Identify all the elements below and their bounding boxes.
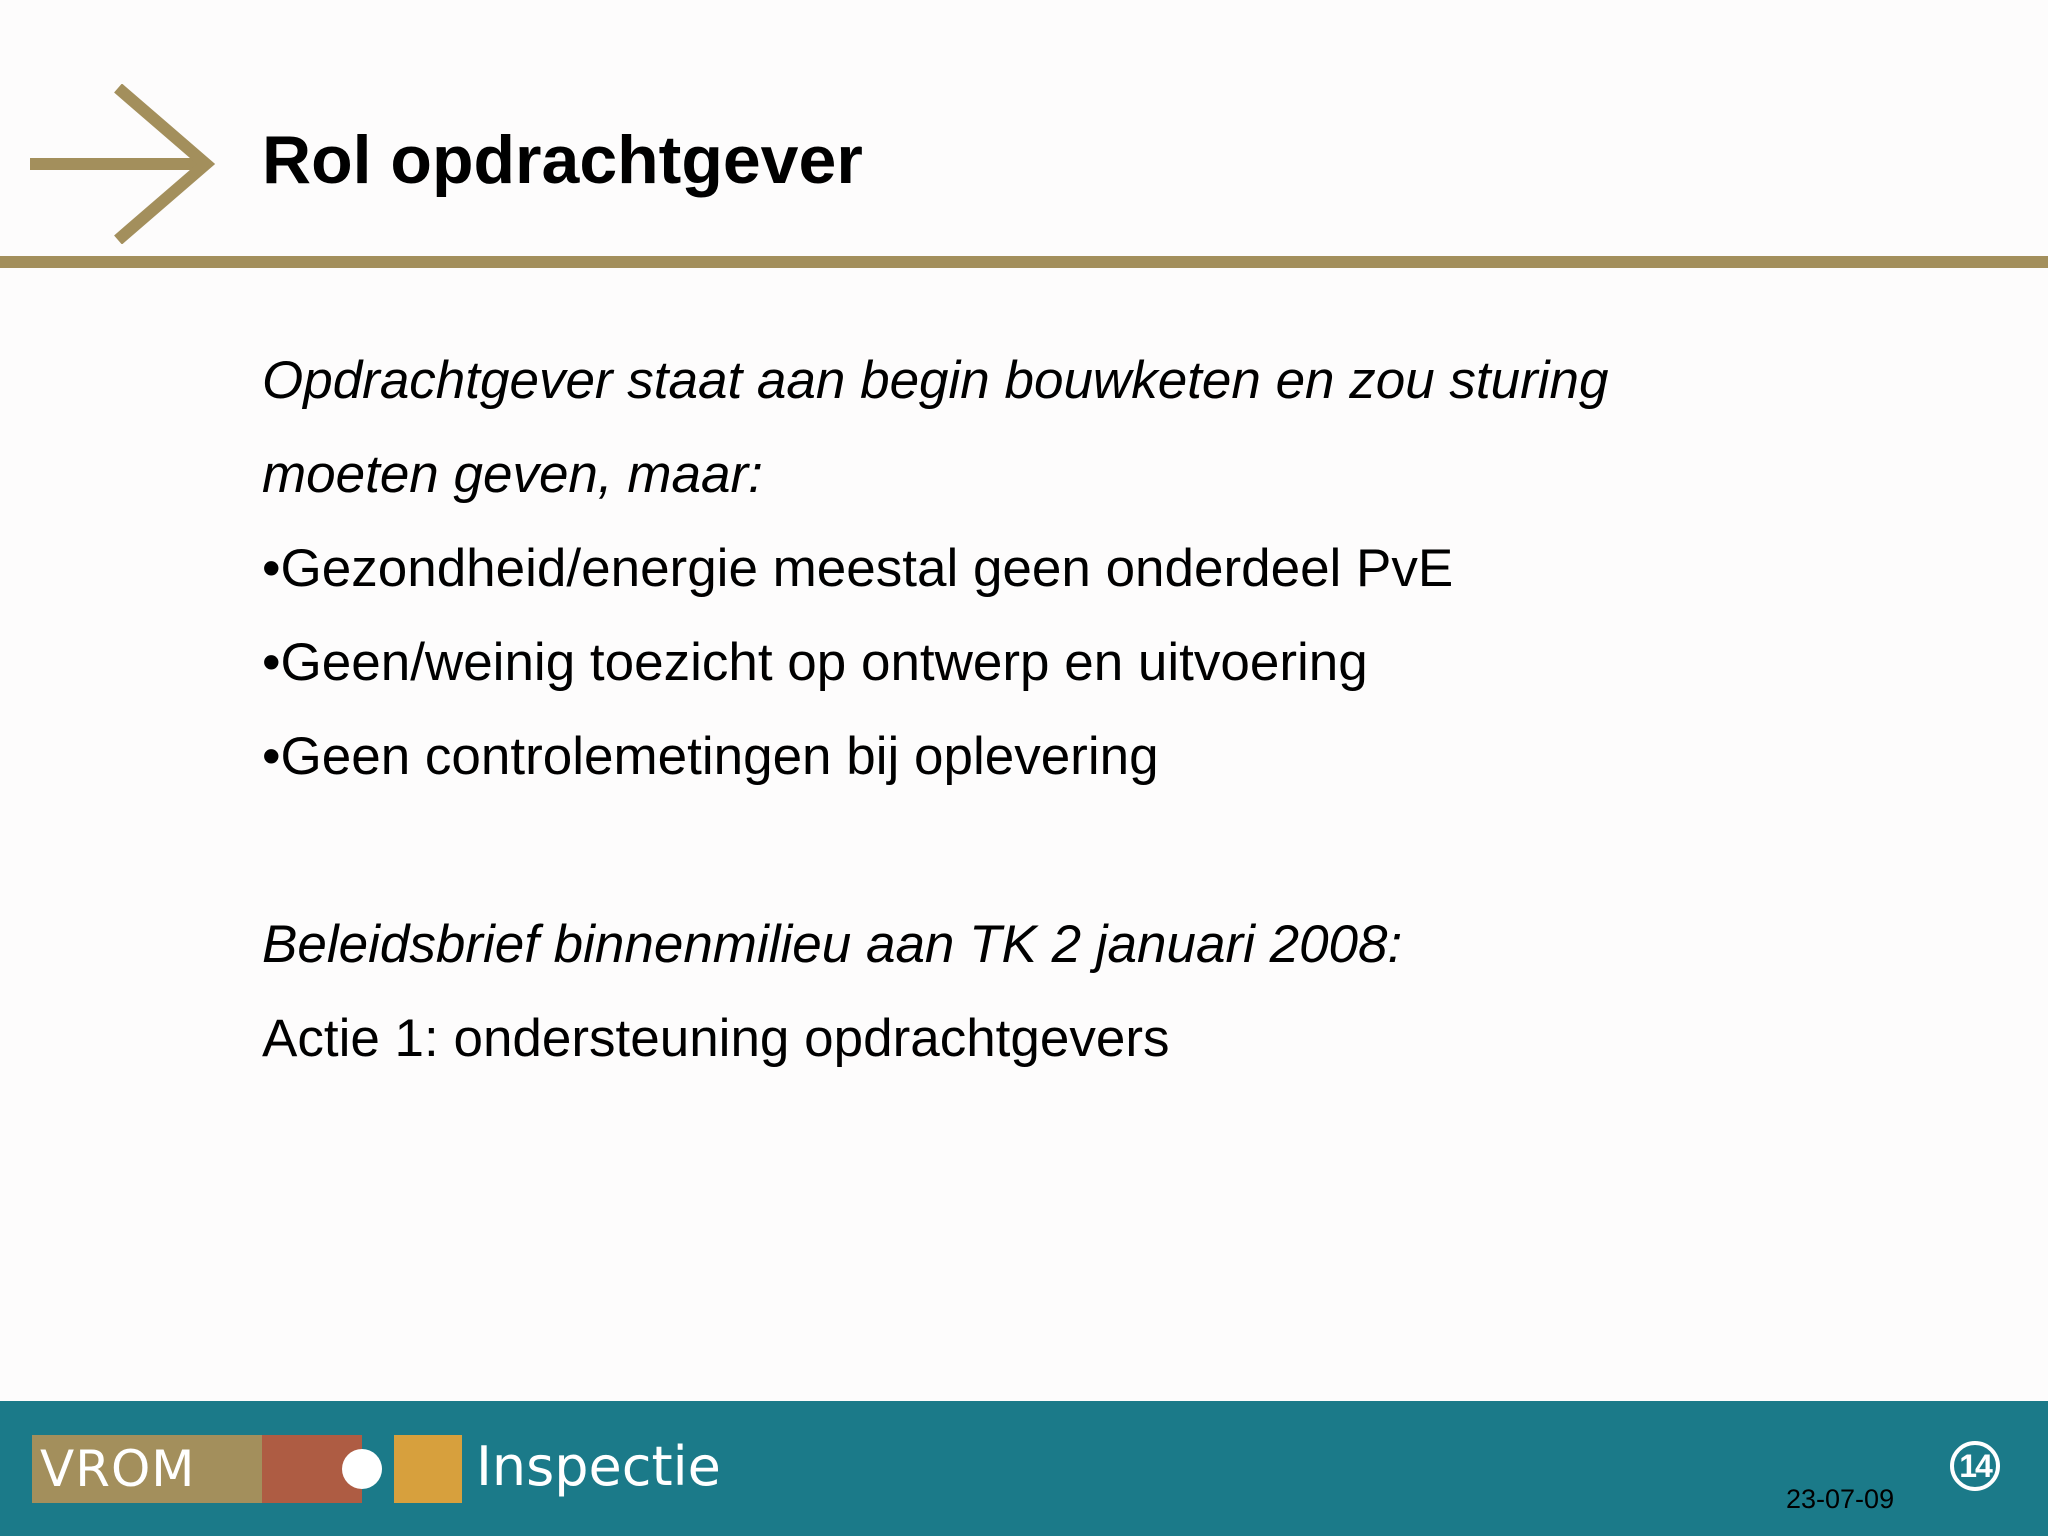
bullet-item: •Geen/weinig toezicht op ontwerp en uitvoering <box>262 633 1368 692</box>
slide-date: 23-07-09 <box>1786 1484 1895 1514</box>
page-number: 14 <box>1950 1441 2000 1491</box>
logo-inspectie-text: Inspectie <box>476 1435 721 1498</box>
slide-body <box>262 334 1962 1086</box>
intro-line: moeten geven, maar: <box>262 445 763 504</box>
action-line: Actie 1: ondersteuning opdrachtgevers <box>262 1009 1170 1068</box>
logo-vrom-text: VROM <box>32 1435 262 1503</box>
intro-line: Opdrachtgever staat aan begin bouwketen en zou sturing <box>262 351 1609 410</box>
bullet-item: •Geen controlemetingen bij oplevering <box>262 727 1159 786</box>
reference-line: Beleidsbrief binnenmilieu aan TK 2 januari 2008: <box>262 915 1403 974</box>
bullet-item: •Gezondheid/energie meestal geen onderdeel PvE <box>262 539 1454 598</box>
title-divider <box>0 256 2048 268</box>
logo-yellow-block <box>394 1435 462 1503</box>
slide-title: Rol opdrachtgever <box>262 122 863 198</box>
footer-bar <box>0 1401 2048 1536</box>
arrow-right-icon <box>30 84 215 244</box>
logo-dot <box>342 1449 382 1489</box>
spacer <box>262 804 1962 898</box>
